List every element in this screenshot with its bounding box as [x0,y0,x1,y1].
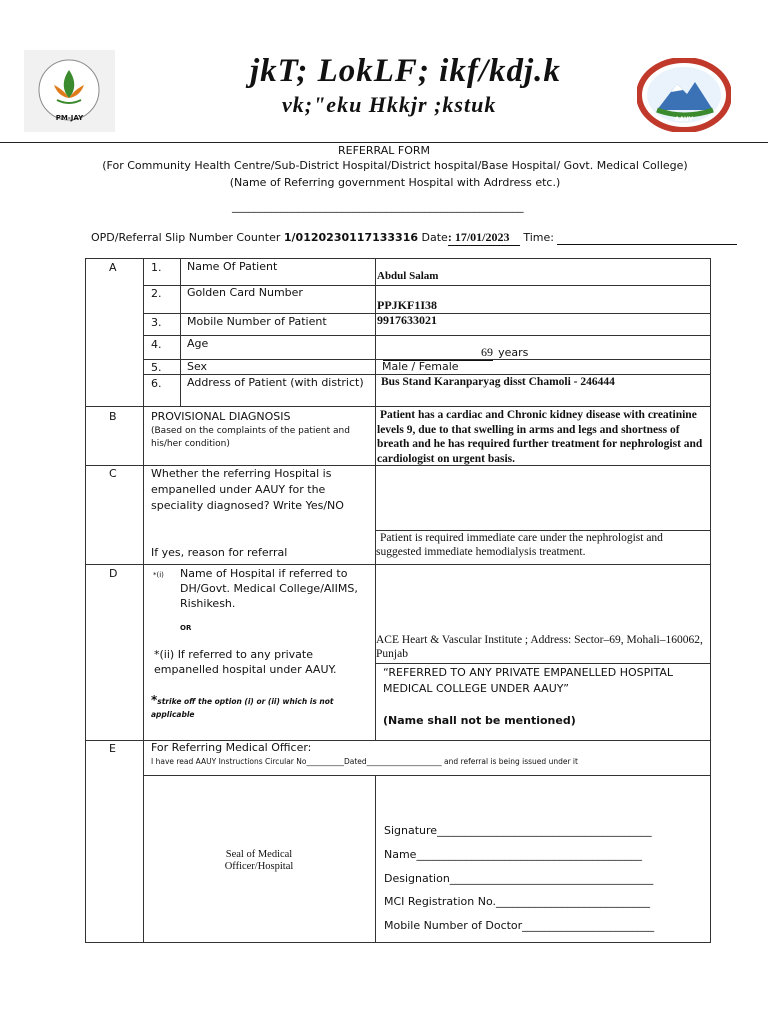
mci-registration-field[interactable]: MCI Registration No.____________________________ [384,895,651,908]
diagnosis-label: PROVISIONAL DIAGNOSIS [151,410,291,423]
row-num: 5. [151,361,162,374]
opt1-prefix: *(i) [153,571,164,579]
opt1-value[interactable]: ACE Heart & Vascular Institute ; Address: Sector–69, Mohali–160062, Punjab [376,634,703,660]
or-text: OR [180,624,192,632]
section-b-letter: B [109,410,117,423]
header-divider [0,142,768,143]
header-title-line1: jkT; LokLF; ikf/kdj.k [250,53,561,89]
address-value[interactable]: Bus Stand Karanparyag disst Chamoli - 246444 [381,376,615,388]
row-num: 2. [151,287,162,300]
slip-line [91,230,737,246]
age-label: Age [187,337,209,350]
empanelled-question: Whether the referring Hospital is empanelled under AAUY for the speciality diagnosed? Write Yes/NO [151,467,344,512]
diagnosis-sublabel: (Based on the complaints of the patient and his/her condition) [151,426,350,449]
designation-field[interactable]: Designation_____________________________________ [384,872,654,885]
section-a-letter: A [109,261,117,274]
row-num: 1. [151,261,162,274]
age-unit: years [498,346,529,359]
time-blank[interactable] [557,231,737,245]
seal-area [144,849,374,873]
date-value: : 17/01/2023 [448,230,520,246]
sex-label: Sex [187,360,208,373]
aauy-logo [637,58,731,132]
empanelled-answer[interactable] [377,467,709,529]
form-heading: REFERRAL FORM [338,144,430,157]
name-field[interactable]: Name_________________________________________ [384,848,642,861]
diagnosis-value[interactable]: Patient has a cardiac and Chronic kidney disease with creatinine levels 9, due to that swelling in arms and legs and shortness of breath and he has required further treatment for nephrologist and cardiologist on urgent basis. [377,409,703,465]
row-num: 6. [151,377,162,390]
row-num: 4. [151,338,162,351]
pmjay-logo-text: PM-JAY [55,114,84,122]
opt2-note: (Name shall not be mentioned) [383,714,576,727]
golden-card-label: Golden Card Number [187,286,303,299]
slip-number: 1/0120230117133316 [283,231,419,244]
signature-field[interactable]: Signature_______________________________________ [384,824,652,837]
form-subheading: (For Community Health Centre/Sub-District Hospital/District hospital/Base Hospital/ Govt. Medical College) [102,159,688,172]
patient-name-label: Name Of Patient [187,260,278,273]
section-c-letter: C [109,467,117,480]
row-num: 3. [151,316,162,329]
circular-text: I have read AAUY Instructions Circular No__________Dated____________________ and referral is being issued under it [151,757,578,766]
seal-text-line1: Seal of Medical [225,849,293,860]
doctor-mobile-field[interactable]: Mobile Number of Doctor________________________ [384,919,655,932]
reason-label: If yes, reason for referral [151,546,288,559]
opt2-value: “REFERRED TO ANY PRIVATE EMPANELLED HOSPITAL MEDICAL COLLEGE UNDER AAUY” [383,666,674,695]
slip-label: OPD/Referral Slip Number Counter [91,231,281,244]
opt1-text: Name of Hospital if referred to DH/Govt. Medical College/AIIMS, Rishikesh. [180,567,358,610]
patient-name-value[interactable]: Abdul Salam [377,270,439,282]
aauy-logo-text: AAUY [674,116,694,123]
golden-card-value[interactable]: PPJKF1I38 [377,298,437,312]
time-label: Time: [523,231,554,244]
age-value: 69 [383,345,493,361]
reason-value[interactable]: Patient is required immediate care under the nephrologist and suggested immediate hemodialysis treatment. [376,532,663,558]
note-text: *strike off the option (i) or (ii) which is not applicable [151,693,334,719]
mobile-value[interactable]: 9917633021 [377,313,437,327]
opt2-text: *(ii) If referred to any private empanelled hospital under AAUY. [154,648,337,676]
address-label: Address of Patient (with district) [187,376,364,389]
medical-officer-label: For Referring Medical Officer: [151,741,312,754]
section-e-letter: E [109,742,116,755]
section-d-letter: D [109,567,118,580]
note-star: * [151,693,158,707]
header-title-line2: vk;"eku Hkkjr ;kstuk [282,92,497,117]
sex-value[interactable]: Male / Female [382,360,459,373]
seal-text-line2: Officer/Hospital [224,861,294,872]
date-label: Date [421,231,448,244]
form-subheading2: (Name of Referring government Hospital with Adrdress etc.) [229,176,561,189]
age-field[interactable] [383,341,528,361]
hospital-blank-line: _____________________________________________________ [232,200,524,213]
mobile-label: Mobile Number of Patient [187,315,327,328]
pmjay-logo [24,50,115,132]
